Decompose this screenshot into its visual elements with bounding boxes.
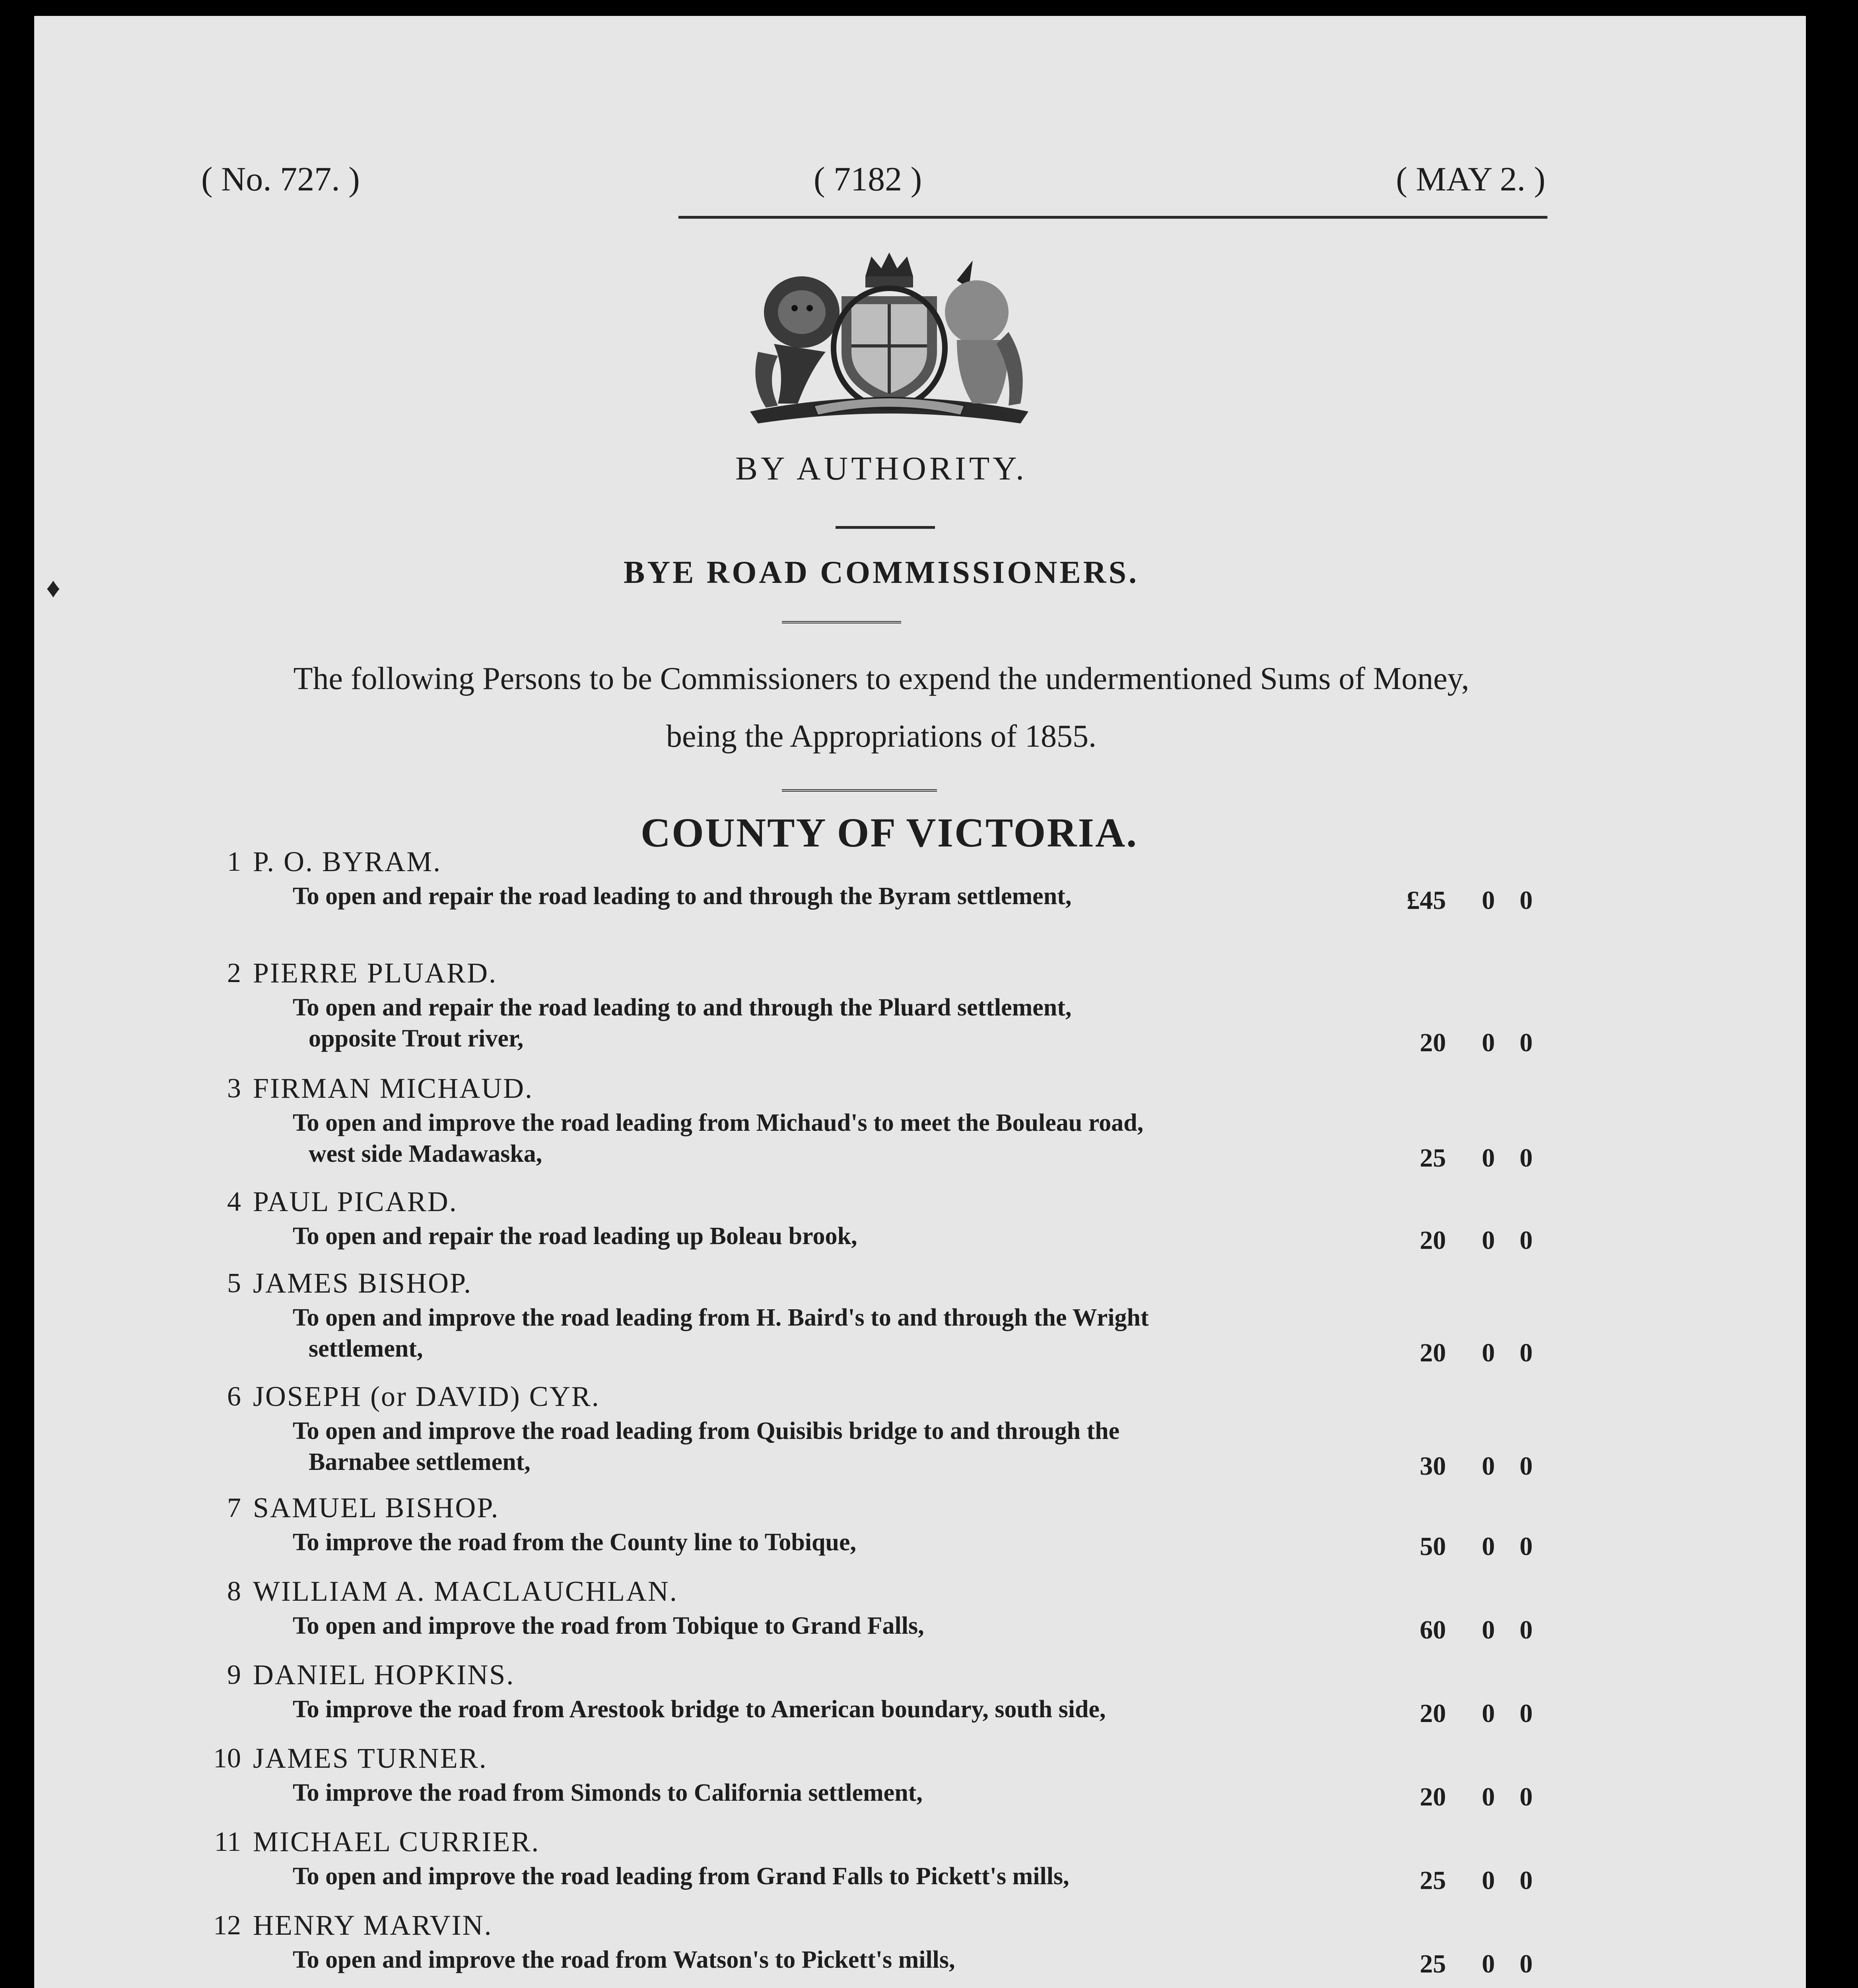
description-line: west side Madawaska, xyxy=(309,1140,542,1167)
commissioner-name: PIERRE PLUARD. xyxy=(253,957,498,989)
amount-pence: 0 xyxy=(1520,1226,1533,1255)
amount-shillings: 0 xyxy=(1482,1699,1495,1728)
commissioner-name: FIRMAN MICHAUD. xyxy=(253,1072,534,1104)
road-description xyxy=(293,1610,1386,1641)
description-line: To improve the road from the County line to Tobique, xyxy=(293,1529,857,1556)
divider xyxy=(836,526,935,529)
amount-pence: 0 xyxy=(1520,1615,1533,1644)
description-line: Barnabee settlement, xyxy=(309,1448,531,1475)
entry-number: 4 xyxy=(227,1186,241,1217)
road-description xyxy=(293,1777,1386,1808)
road-description xyxy=(293,1694,1386,1725)
amount-pounds: 20 xyxy=(1420,1028,1446,1057)
amount-pence: 0 xyxy=(1520,886,1533,915)
amount-pence: 0 xyxy=(1520,1452,1533,1481)
description-line: To open and improve the road leading from Grand Falls to Pickett's mills, xyxy=(293,1863,1069,1890)
entry-number: 7 xyxy=(227,1493,241,1523)
amount-pence: 0 xyxy=(1520,1782,1533,1811)
entry-number: 3 xyxy=(227,1073,241,1104)
entry-number: 8 xyxy=(227,1576,241,1607)
description-line: To open and repair the road leading to and through the Pluard settlement, xyxy=(293,994,1072,1021)
amount-pounds: 25 xyxy=(1420,1866,1446,1895)
amount-pounds: 25 xyxy=(1420,1949,1446,1978)
amount-pence: 0 xyxy=(1520,1338,1533,1367)
amount-pounds: 25 xyxy=(1420,1143,1446,1173)
amount-pounds: 20 xyxy=(1420,1782,1446,1811)
page-tab xyxy=(1778,27,1806,134)
amount-shillings: 0 xyxy=(1482,1782,1495,1811)
intro-paragraph xyxy=(173,650,1589,765)
intro-line: being the Appropriations of 1855. xyxy=(666,719,1097,754)
commissioner-name: MICHAEL CURRIER. xyxy=(253,1826,540,1858)
commissioner-name: JAMES BISHOP. xyxy=(253,1267,472,1299)
intro-line: The following Persons to be Commissioners to expend the undermentioned Sums of Money, xyxy=(293,661,1469,696)
road-description xyxy=(293,1861,1386,1892)
commissioner-name: JAMES TURNER. xyxy=(253,1742,488,1774)
ink-mark: ♦ xyxy=(46,573,60,604)
entry-number: 6 xyxy=(227,1381,241,1412)
road-description xyxy=(293,1107,1386,1169)
description-line: settlement, xyxy=(309,1335,423,1362)
description-line: To open and improve the road leading from Michaud's to meet the Bouleau road, xyxy=(293,1109,1144,1136)
royal-coat-of-arms-icon xyxy=(734,252,1044,427)
entry-number: 1 xyxy=(227,846,241,877)
amount-shillings: 0 xyxy=(1482,886,1495,915)
description-line: To open and repair the road leading up Boleau brook, xyxy=(293,1223,857,1250)
document-page xyxy=(34,16,1806,1988)
amount-shillings: 0 xyxy=(1482,1615,1495,1644)
entry-number: 12 xyxy=(213,1910,241,1941)
road-description xyxy=(293,1415,1386,1477)
commissioner-name: PAUL PICARD. xyxy=(253,1186,458,1217)
issue-date: ( MAY 2. ) xyxy=(1396,160,1545,198)
road-description xyxy=(293,1944,1386,1975)
divider xyxy=(782,621,901,627)
amount-shillings: 0 xyxy=(1482,1143,1495,1173)
commissioner-name: SAMUEL BISHOP. xyxy=(253,1492,499,1524)
amount-pence: 0 xyxy=(1520,1028,1533,1057)
divider xyxy=(782,789,937,795)
amount-pounds: 50 xyxy=(1420,1532,1446,1561)
description-line: To open and improve the road leading from Quisibis bridge to and through the xyxy=(293,1417,1120,1444)
amount-pounds: £45 xyxy=(1407,886,1446,915)
description-line: To open and improve the road from Tobique to Grand Falls, xyxy=(293,1612,924,1639)
amount-shillings: 0 xyxy=(1482,1028,1495,1057)
amount-pence: 0 xyxy=(1520,1532,1533,1561)
section-title: BYE ROAD COMMISSIONERS. xyxy=(624,555,1139,590)
amount-shillings: 0 xyxy=(1482,1338,1495,1367)
entry-number: 10 xyxy=(213,1743,241,1774)
amount-pounds: 30 xyxy=(1420,1452,1446,1481)
road-description xyxy=(293,992,1386,1054)
amount-pounds: 20 xyxy=(1420,1226,1446,1255)
road-description xyxy=(293,1302,1386,1364)
amount-pounds: 20 xyxy=(1420,1699,1446,1728)
amount-pence: 0 xyxy=(1520,1143,1533,1173)
amount-pence: 0 xyxy=(1520,1949,1533,1978)
amount-pence: 0 xyxy=(1520,1866,1533,1895)
road-description xyxy=(293,881,1386,912)
commissioner-name: P. O. BYRAM. xyxy=(253,846,442,878)
entry-number: 9 xyxy=(227,1660,241,1690)
commissioner-name: HENRY MARVIN. xyxy=(253,1909,493,1941)
road-description xyxy=(293,1527,1386,1558)
commissioner-name: DANIEL HOPKINS. xyxy=(253,1659,515,1691)
description-line: opposite Trout river, xyxy=(309,1025,524,1052)
amount-shillings: 0 xyxy=(1482,1949,1495,1978)
county-heading: COUNTY OF VICTORIA. xyxy=(640,810,1138,856)
page-number: ( 7182 ) xyxy=(814,160,922,198)
amount-pence: 0 xyxy=(1520,1699,1533,1728)
commissioner-name: WILLIAM A. MACLAUCHLAN. xyxy=(253,1575,678,1607)
entry-number: 2 xyxy=(227,958,241,988)
description-line: To improve the road from Arestook bridge to American boundary, south side, xyxy=(293,1696,1106,1723)
description-line: To open and improve the road from Watson's to Pickett's mills, xyxy=(293,1946,955,1973)
amount-pounds: 60 xyxy=(1420,1615,1446,1644)
amount-pounds: 20 xyxy=(1420,1338,1446,1367)
description-line: To open and repair the road leading to and through the Byram settlement, xyxy=(293,883,1072,910)
description-line: To improve the road from Simonds to California settlement, xyxy=(293,1779,923,1806)
amount-shillings: 0 xyxy=(1482,1866,1495,1895)
header-rule xyxy=(678,216,1547,219)
road-description xyxy=(293,1221,1386,1252)
amount-shillings: 0 xyxy=(1482,1532,1495,1561)
amount-shillings: 0 xyxy=(1482,1452,1495,1481)
gazette-number: ( No. 727. ) xyxy=(201,160,360,198)
description-line: To open and improve the road leading from H. Baird's to and through the Wright xyxy=(293,1304,1149,1331)
commissioner-name: JOSEPH (or DAVID) CYR. xyxy=(253,1380,600,1412)
amount-shillings: 0 xyxy=(1482,1226,1495,1255)
by-authority-heading: BY AUTHORITY. xyxy=(735,450,1028,487)
page-header xyxy=(201,157,1545,209)
entry-number: 5 xyxy=(227,1268,241,1299)
entry-number: 11 xyxy=(214,1827,241,1857)
